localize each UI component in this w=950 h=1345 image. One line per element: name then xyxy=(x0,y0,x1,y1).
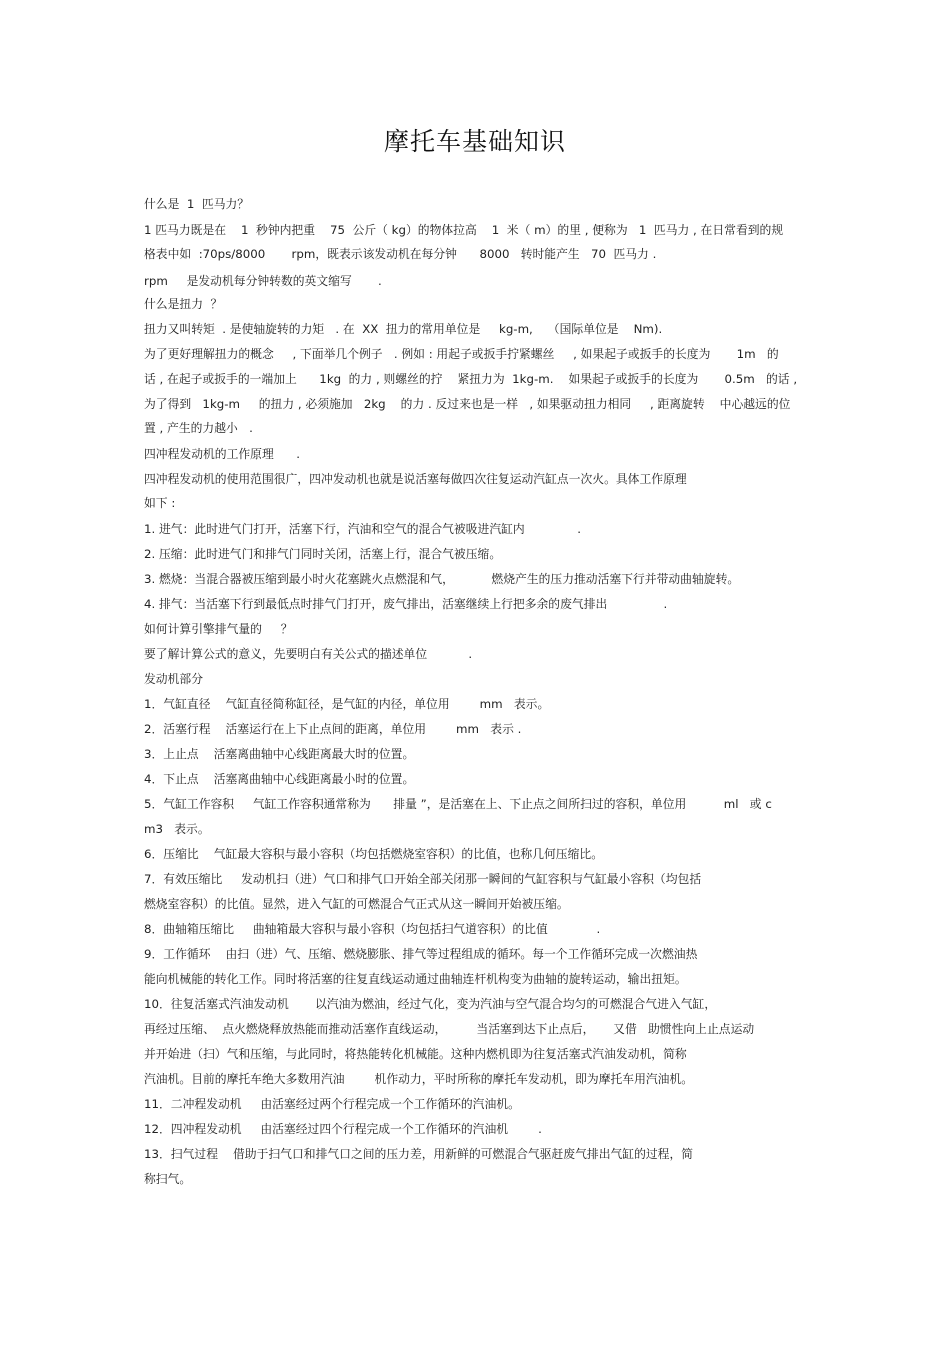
text-line: 3．上止点 活塞离曲轴中心线距离最大时的位置。 xyxy=(144,747,415,761)
text-line: 为了更好理解扭力的概念 , 下面举几个例子 . 例如 : 用起子或扳手拧紧螺丝 , 如果起子或扳手的长度为 1m 的 xyxy=(144,347,779,361)
text-line: 5．气缸工作容积 气缸工作容积通常称为 排量 ”，是活塞在上、下止点之间所扫过的容积，单位用 ml 或 c xyxy=(144,797,772,811)
text-line: 10．往复活塞式汽油发动机 以汽油为燃油，经过气化，变为汽油与空气混合均匀的可燃混合气进入气缸， xyxy=(144,997,717,1011)
text-line: 3. 燃烧：当混合器被压缩到最小时火花塞跳火点燃混和气， 燃烧产生的压力推动活塞下行并带动曲轴旋转。 xyxy=(144,572,740,586)
text-line: 四冲程发动机的工作原理 . xyxy=(144,447,301,461)
text-line: 为了得到 1kg-m 的扭力 , 必须施加 2kg 的力 . 反过来也是一样 , 如果驱动扭力相同 , 距离旋转 中心越远的位 xyxy=(144,397,791,411)
text-line: rpm 是发动机每分钟转数的英文缩写 . xyxy=(144,274,382,288)
text-line: 如下 : xyxy=(144,496,176,510)
text-line: 扭力又叫转矩 . 是使轴旋转的力矩 . 在 XX 扭力的常用单位是 kg-m, （国际单位是 Nm). xyxy=(144,322,663,336)
text-line: 再经过压缩、 点火燃烧释放热能而推动活塞作直线运动， 当活塞到达下止点后， 又借 助惯性向上止点运动 xyxy=(144,1022,755,1036)
text-line: 1. 进气：此时进气门打开，活塞下行，汽油和空气的混合气被吸进汽缸内 . xyxy=(144,522,581,536)
text-line: 称扫气。 xyxy=(144,1172,192,1186)
text-line: 11．二冲程发动机 由活塞经过两个行程完成一个工作循环的汽油机。 xyxy=(144,1097,520,1111)
text-line: 6．压缩比 气缸最大容积与最小容积（均包括燃烧室容积）的比值，也称几何压缩比。 xyxy=(144,847,603,861)
text-line: 12．四冲程发动机 由活塞经过四个行程完成一个工作循环的汽油机 . xyxy=(144,1122,542,1136)
text-line: 1 匹马力既是在 1 秒钟内把重 75 公斤（ kg）的物体拉高 1 米（ m）的里 , 便称为 1 匹马力 , 在日常看到的规 xyxy=(144,223,784,237)
text-line: 什么是扭力 ？ xyxy=(144,297,223,311)
text-line: 发动机部分 xyxy=(144,672,203,686)
text-line: 2. 压缩：此时进气门和排气门同时关闭，活塞上行，混合气被压缩。 xyxy=(144,547,502,561)
text-line: 7．有效压缩比 发动机扫（进）气口和排气口开始全部关闭那一瞬间的气缸容积与气缸最小容积（均包括 xyxy=(144,872,702,886)
text-line: 并开始进（扫）气和压缩，与此同时，将热能转化机械能。这种内燃机即为往复活塞式汽油发动机，简称 xyxy=(144,1047,687,1061)
text-line: 如何计算引擎排气量的 ？ xyxy=(144,622,293,636)
text-line: 话 , 在起子或扳手的一端加上 1kg 的力 , 则螺丝的拧 紧扭力为 1kg-m. 如果起子或扳手的长度为 0.5m 的话 , xyxy=(144,372,798,386)
document-title: 摩托车基础知识 xyxy=(383,127,566,156)
text-line: 13．扫气过程 借助于扫气口和排气口之间的压力差，用新鲜的可燃混合气驱赶废气排出气缸的过程，简 xyxy=(144,1147,694,1161)
text-line: 4．下止点 活塞离曲轴中心线距离最小时的位置。 xyxy=(144,772,415,786)
text-line: 2．活塞行程 活塞运行在上下止点间的距离，单位用 mm 表示 . xyxy=(144,722,522,736)
text-line: 8．曲轴箱压缩比 曲轴箱最大容积与最小容积（均包括扫气道容积）的比值 . xyxy=(144,922,601,936)
text-line: 格表中如 :70ps/8000 rpm，既表示该发动机在每分钟 8000 转时能产生 70 匹马力 . xyxy=(144,247,657,261)
text-line: 能向机械能的转化工作。同时将活塞的往复直线运动通过曲轴连杆机构变为曲轴的旋转运动，输出扭矩。 xyxy=(144,972,687,986)
text-line: 4. 排气：当活塞下行到最低点时排气门打开，废气排出，活塞继续上行把多余的废气排出 . xyxy=(144,597,668,611)
text-line: 四冲程发动机的使用范围很广，四冲发动机也就是说活塞每做四次往复运动汽缸点一次火。具体工作原理 xyxy=(144,472,687,486)
text-line: 9．工作循环 由扫（进）气、压缩、燃烧膨胀、排气等过程组成的循环。每一个工作循环完成一次燃油热 xyxy=(144,947,698,961)
text-line: m3 表示。 xyxy=(144,822,210,836)
text-line: 1．气缸直径 气缸直径简称缸径，是气缸的内径，单位用 mm 表示。 xyxy=(144,697,550,711)
text-line: 要了解计算公式的意义，先要明白有关公式的描述单位 . xyxy=(144,647,473,661)
text-line: 什么是 1 匹马力？ xyxy=(144,197,250,211)
text-line: 汽油机。目前的摩托车绝大多数用汽油 机作动力，平时所称的摩托车发动机，即为摩托车用汽油机。 xyxy=(144,1072,694,1086)
text-line: 置 , 产生的力越小 . xyxy=(144,421,253,435)
text-line: 燃烧室容积）的比值。显然，进入气缸的可燃混合气正式从这一瞬间开始被压缩。 xyxy=(144,897,569,911)
